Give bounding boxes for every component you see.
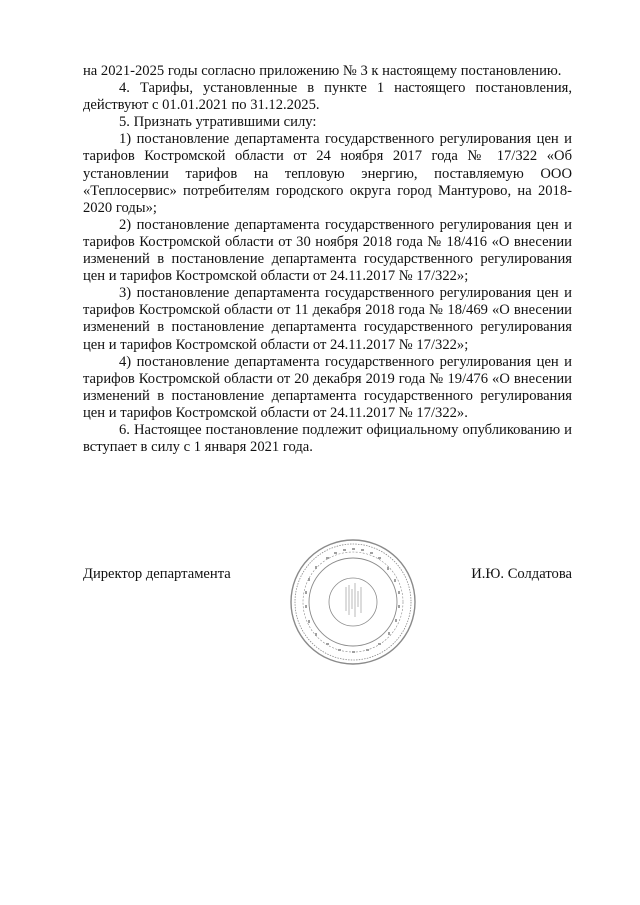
paragraph-item-6: 6. Настоящее постановление подлежит официальному опубликованию и вступает в силу с 1 января 2021 года. bbox=[83, 421, 572, 456]
paragraph-item-4: 4. Тарифы, установленные в пункте 1 настоящего постановления, действуют с 01.01.2021 по 31.12.2025. bbox=[83, 80, 572, 114]
paragraph-subitem-1: 1) постановление департамента государственного регулирования цен и тарифов Костромской области от 24 ноября 2017 года № 17/322 «Об установлении тарифов на тепловую энергию, поставляемую ООО «Теплосервис» потребителям городского округа город Мантурово, на 2018-2020 годы»; bbox=[83, 131, 572, 216]
paragraph-subitem-4: 4) постановление департамента государственного регулирования цен и тарифов Костромской области от 20 декабря 2019 года № 19/476 «О внесении изменений в постановление департамента государственного регулирования цен и тарифов Костромской области от 24.11.2017 № 17/322». bbox=[83, 353, 572, 421]
signatory-title: Директор департамента bbox=[83, 566, 231, 582]
paragraph-item-5: 5. Признать утратившими силу: bbox=[119, 114, 317, 131]
official-seal-icon bbox=[288, 537, 418, 667]
signatory-name: И.Ю. Солдатова bbox=[471, 566, 572, 582]
paragraph-subitem-3: 3) постановление департамента государственного регулирования цен и тарифов Костромской области от 11 декабря 2018 года № 18/469 «О внесении изменений в постановление департамента государственного регулирования цен и тарифов Костромской области от 24.11.2017 № 17/322»; bbox=[83, 285, 572, 353]
paragraph-continuation: на 2021-2025 годы согласно приложению № 3 к настоящему постановлению. bbox=[83, 63, 562, 79]
document-body bbox=[83, 63, 572, 456]
paragraph-subitem-2: 2) постановление департамента государственного регулирования цен и тарифов Костромской области от 30 ноября 2018 года № 18/416 «О внесении изменений в постановление департамента государственного регулирования цен и тарифов Костромской области от 24.11.2017 № 17/322»; bbox=[83, 216, 572, 285]
